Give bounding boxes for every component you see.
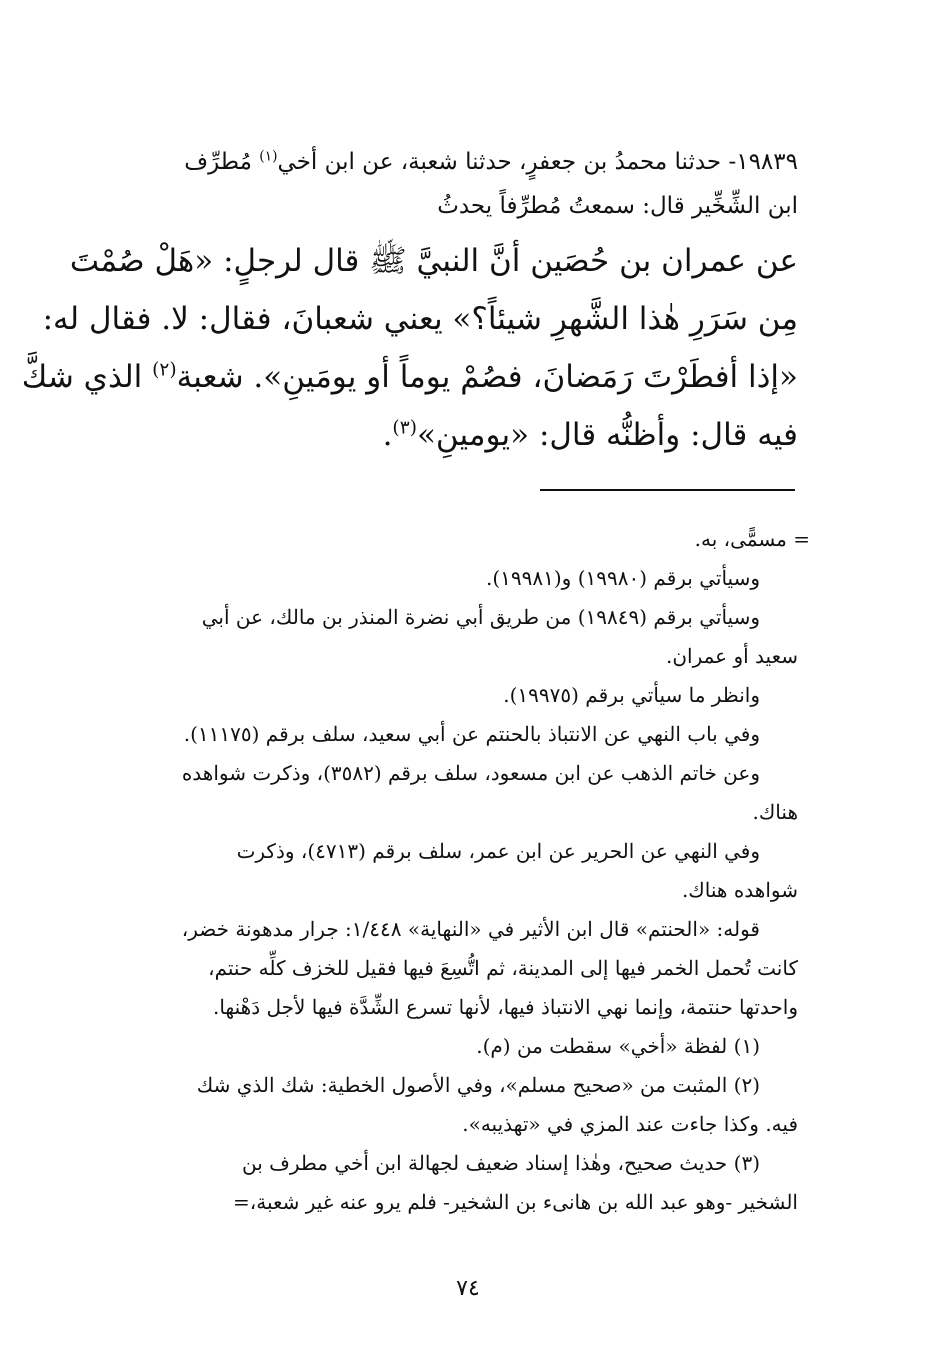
note-line: واحدتها حنتمة، وإنما نهي الانتباذ فيها، لأنها تسرع الشِّدَّة فيها لأجل دَهْنها. bbox=[212, 995, 798, 1019]
matn-line: مِن سَرَرِ هٰذا الشَّهرِ شيئاً؟» يعني شعبانَ، فقال: لا. فقال له: bbox=[42, 301, 798, 337]
isnad-text: ١٩٨٣٩- حدثنا محمدُ بن جعفرٍ، حدثنا شعبة، عن ابن أخي bbox=[277, 149, 798, 175]
page-number: ٧٤ bbox=[456, 1276, 480, 1301]
hadith-matn bbox=[21, 232, 798, 464]
footnote-ref[interactable]: (١) bbox=[259, 148, 278, 165]
matn-line bbox=[98, 406, 798, 464]
matn-text: فيه قال: وأظنُّه قال: «يومينِ» bbox=[416, 417, 798, 453]
matn-text: الذي شكَّ bbox=[21, 359, 153, 395]
note-line: وعن خاتم الذهب عن ابن مسعود، سلف برقم (٣٥٨٢)، وذكرت شواهده bbox=[181, 761, 760, 785]
isnad-line: ابن الشِّخِّير قال: سمعتُ مُطرِّفاً يحدثُ bbox=[437, 193, 798, 219]
note-line: كانت تُحمل الخمر فيها إلى المدينة، ثم اتُّسِعَ فيها فقيل للخزف كلِّه حنتم، bbox=[208, 956, 798, 980]
isnad-text: مُطرِّف bbox=[184, 149, 260, 175]
footnote-3: (٣) حديث صحيح، وهٰذا إسناد ضعيف لجهالة ابن أخي مطرف بن bbox=[241, 1151, 760, 1175]
footnote-ref[interactable]: (٢) bbox=[152, 359, 177, 381]
note-line: قوله: «الحنتم» قال ابن الأثير في «النهاية» ١/٤٤٨: جرار مدهونة خضر، bbox=[181, 917, 760, 941]
footnote-separator bbox=[540, 489, 795, 491]
matn-line bbox=[21, 348, 798, 406]
note-line: وفي باب النهي عن الانتباذ بالحنتم عن أبي سعيد، سلف برقم (١١١٧٥). bbox=[183, 722, 760, 746]
note-line: وانظر ما سيأتي برقم (١٩٩٧٥). bbox=[503, 683, 760, 707]
footnote-1: (١) لفظة «أخي» سقطت من (م). bbox=[476, 1034, 760, 1058]
note-line: وسيأتي برقم (١٩٩٨٠) و(١٩٩٨١). bbox=[485, 566, 760, 590]
hadith-isnad bbox=[98, 140, 798, 228]
note-line: سعيد أو عمران. bbox=[665, 644, 798, 668]
note-line: = مسمًّى، به. bbox=[694, 527, 810, 551]
note-line: وفي النهي عن الحرير عن ابن عمر، سلف برقم (٤٧١٣)، وذكرت bbox=[236, 839, 760, 863]
note-line: وسيأتي برقم (١٩٨٤٩) من طريق أبي نضرة المنذر بن مالك، عن أبي bbox=[201, 605, 760, 629]
footnotes bbox=[98, 520, 810, 1222]
note-line: شواهده هناك. bbox=[681, 878, 798, 902]
matn-text: . bbox=[382, 417, 393, 453]
note-line: الشخير -وهو عبد الله بن هانىء بن الشخير- فلم يرو عنه غير شعبة،= bbox=[233, 1190, 798, 1214]
footnote-2: (٢) المثبت من «صحيح مسلم»، وفي الأصول الخطية: شك الذي شك bbox=[196, 1073, 760, 1097]
matn-line: عن عمران بن حُصَين أنَّ النبيَّ ﷺ قال لرجلٍ: «هَلْ صُمْتَ bbox=[69, 243, 798, 279]
footnote-ref[interactable]: (٣) bbox=[392, 417, 417, 439]
note-line: هناك. bbox=[752, 800, 798, 824]
isnad-line bbox=[98, 140, 798, 184]
note-line: فيه. وكذا جاءت عند المزي في «تهذيبه». bbox=[462, 1112, 798, 1136]
matn-text: «إذا أفطَرْتَ رَمَضانَ، فصُمْ يوماً أو يومَينِ». شعبة bbox=[176, 359, 798, 395]
